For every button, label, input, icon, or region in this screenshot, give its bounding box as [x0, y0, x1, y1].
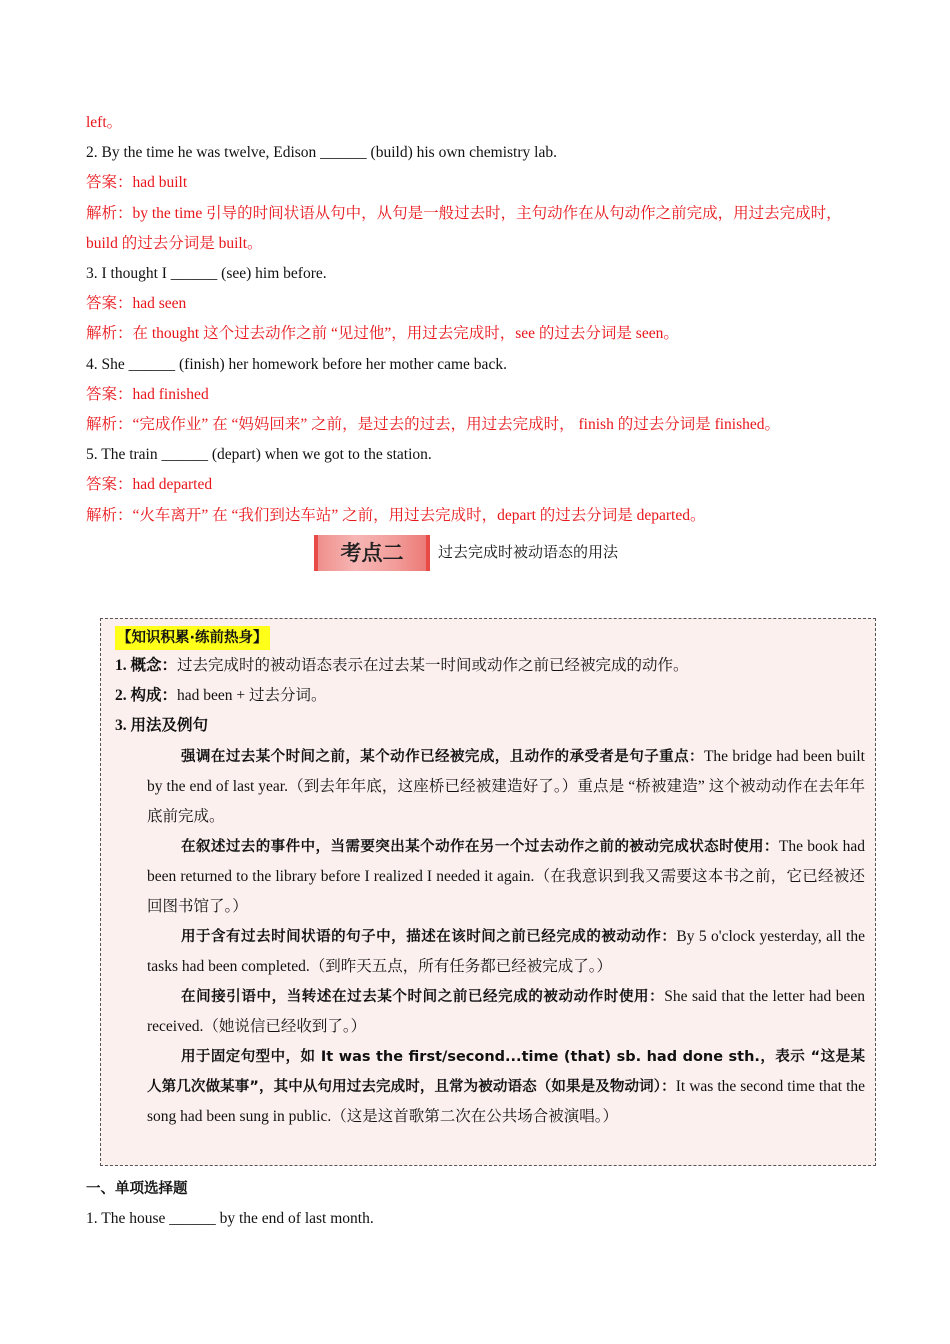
usage-bold: 用于固定句型中，如 It was the first/second...time (that) sb. had done sth.，表示 “这是某人第几次做某事”，其中从句用过去完成时，且常为被动语态（如果是及物动词）： [147, 1048, 865, 1095]
knowledge-tag: 【知识积累·练前热身】 [115, 626, 270, 650]
form-label: 2. 构成： [115, 687, 178, 705]
concept-text: 过去完成时的被动语态表示在过去某一时间或动作之前已经被完成的动作。 [177, 657, 689, 674]
answer-4: 答案：had finished [86, 385, 209, 403]
usage-bold: 在叙述过去的事件中，当需要突出某个动作在另一个过去动作之前的被动完成状态时使用： [181, 838, 779, 855]
usage-item [147, 832, 865, 922]
usage-text: She said that the letter had been received.（她说信已经收到了。） [147, 987, 865, 1035]
concept-line [115, 651, 865, 681]
analysis-5: 解析：“火车离开” 在 “我们到达车站” 之前，用过去完成时，depart 的过去分词是 departed。 [86, 506, 706, 524]
answer-2: 答案：had built [86, 174, 188, 192]
usage-label: 3. 用法及例句 [115, 717, 209, 735]
section-header [86, 533, 866, 579]
analysis-4: 解析：“完成作业” 在 “妈妈回来” 之前，是过去的过去，用过去完成时， finish 的过去分词是 finished。 [86, 416, 781, 434]
question-3: 3. I thought I ______ (see) him before. [86, 265, 327, 283]
page-body [86, 108, 866, 579]
exercise-heading: 一、单项选择题 [86, 1181, 188, 1197]
analysis-3: 解析：在 thought 这个过去动作之前 “见过他”，用过去完成时，see 的过去分词是 seen。 [86, 325, 679, 343]
usage-text: It was the second time that the song had been sung in public.（这是这首歌第二次在公共场合被演唱。） [147, 1077, 866, 1125]
usage-item [147, 742, 865, 832]
form-line [115, 681, 865, 711]
usage-item [147, 922, 865, 982]
usage-item [147, 1042, 865, 1132]
question-4: 4. She ______ (finish) her homework before her mother came back. [86, 355, 507, 373]
question-2: 2. By the time he was twelve, Edison ______ (build) his own chemistry lab. [86, 144, 557, 162]
question-1: 1. The house ______ by the end of last month. [86, 1210, 374, 1228]
knowledge-box [100, 618, 876, 1166]
exercise-section [86, 1174, 866, 1234]
answer-3: 答案：had seen [86, 295, 187, 313]
usage-text: The bridge had been built by the end of last year.（到去年年底，这座桥已经被建造好了。）重点是 “桥被建造” 这个被动动作在去年年底前完成。 [147, 747, 865, 825]
question-5: 5. The train ______ (depart) when we got to the station. [86, 446, 432, 464]
form-text: had been + 过去分词。 [177, 687, 327, 705]
usage-text: The book had been returned to the library before I realized I needed it again.（在我意识到我又需要这本书之前，它已经被还回图书馆了。） [147, 837, 865, 915]
answer-text: left。 [86, 114, 123, 131]
analysis-2: 解析：by the time 引导的时间状语从句中，从句是一般过去时，主句动作在从句动作之前完成，用过去完成时，build 的过去分词是 built。 [86, 204, 842, 252]
usage-bold: 在间接引语中，当转述在过去某个时间之前已经完成的被动动作时使用： [181, 988, 665, 1005]
usage-text: By 5 o'clock yesterday, all the tasks had been completed.（到昨天五点，所有任务都已经被完成了。） [147, 927, 865, 975]
usage-item [147, 982, 865, 1042]
usage-bold: 用于含有过去时间状语的句子中，描述在该时间之前已经完成的被动动作： [181, 928, 677, 945]
exercise-list [86, 108, 866, 531]
section-badge: 考点二 [314, 535, 430, 571]
usage-bold: 强调在过去某个时间之前，某个动作已经被完成，且动作的承受者是句子重点： [181, 748, 704, 765]
answer-5: 答案：had departed [86, 476, 213, 494]
concept-label: 1. 概念： [115, 657, 178, 674]
section-title: 过去完成时被动语态的用法 [438, 542, 619, 561]
